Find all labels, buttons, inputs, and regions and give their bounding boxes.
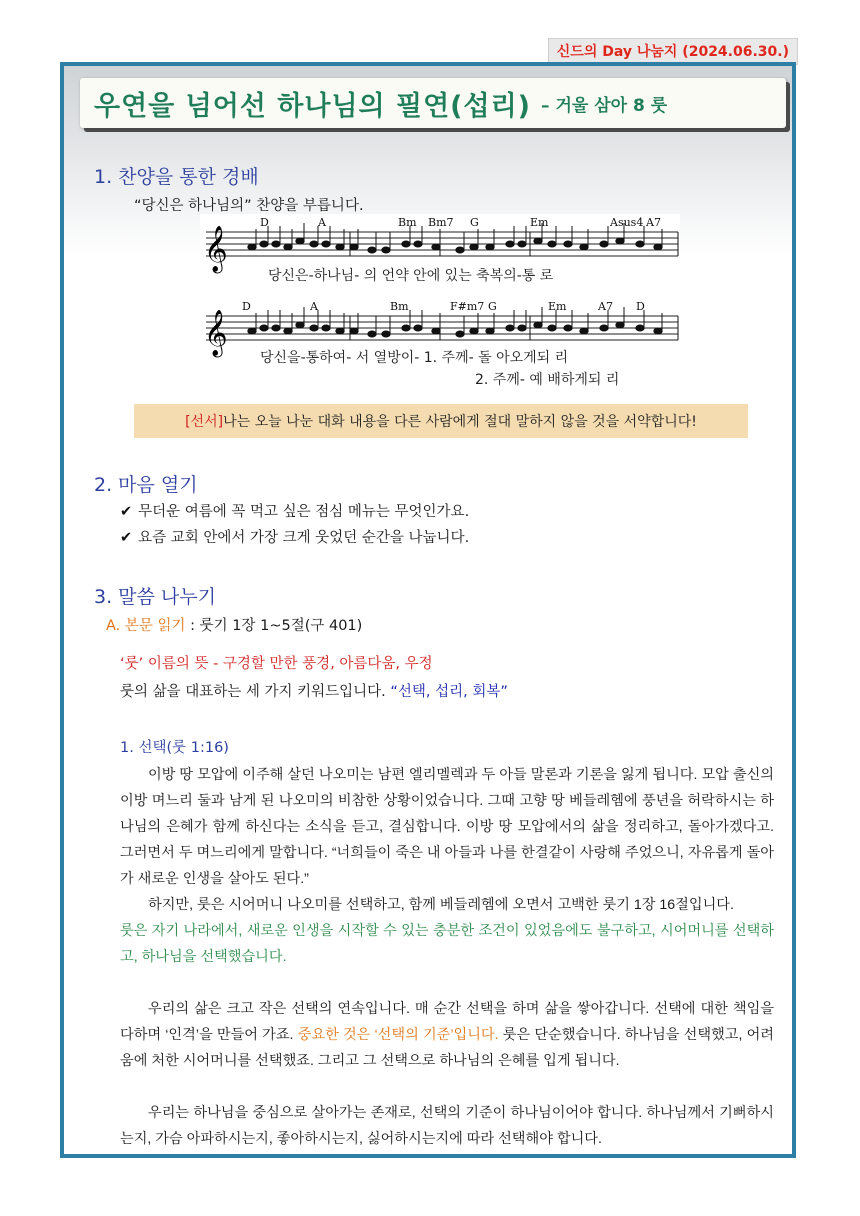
note-head	[382, 331, 390, 337]
note-head	[616, 238, 624, 244]
note-head	[248, 328, 256, 334]
note-head	[402, 325, 410, 331]
paragraph: 이방 땅 모압에 이주해 살던 나오미는 남편 엘리멜렉과 두 아들 말론과 기론을 잃게 됩니다. 모압 출신의 이방 며느리 둘과 남게 된 나오미의 비참한 상황이었습니다. 그때 고향 땅 베들레헴에 풍년을 허락하시는 하나님의 은혜가 함께 하신다는 소식을 듣고, 결심합니다. 이방 땅 모압에서의 삶을 정리하고, 돌아가겠다고. 그러면서 두 며느리에게 말합니다. “너희들이 죽은 내 아들과 나를 한결같이 사랑해 주었으니, 자유롭게 돌아가 새로운 인생을 살아도 된다.”	[120, 767, 774, 887]
emphasis-text: 중요한 것은 ‘선택의 기준’입니다.	[297, 1027, 499, 1043]
page-subtitle: – 거울 삼아 8 룻	[541, 95, 668, 116]
page-title: 우연을 넘어선 하나님의 필연(섭리)	[94, 90, 532, 122]
note-head	[654, 328, 662, 334]
note-head	[470, 328, 478, 334]
note-head	[248, 244, 256, 250]
note-head	[636, 241, 644, 247]
chord-label: A7	[646, 216, 661, 229]
note-head	[414, 241, 422, 247]
note-head	[260, 325, 268, 331]
note-head	[322, 325, 330, 331]
chord-label: D	[242, 300, 251, 313]
note-head	[260, 241, 268, 247]
chord-label: A	[318, 216, 326, 229]
note-head	[548, 325, 556, 331]
note-head	[456, 247, 464, 253]
note-head	[654, 244, 662, 250]
treble-clef-icon: 𝄞	[204, 226, 228, 272]
note-head	[368, 331, 376, 337]
name-meaning: ‘룻’ 이름의 뜻 - 구경할 만한 풍경, 아름다움, 우정	[120, 656, 433, 672]
note-head	[616, 322, 624, 328]
note-head	[534, 238, 542, 244]
note-head	[284, 244, 292, 250]
note-head	[272, 325, 280, 331]
hymn-line: “당신은 하나님의” 찬양을 부릅니다.	[134, 198, 364, 214]
pledge-label: [선서]	[185, 414, 224, 430]
note-head	[580, 328, 588, 334]
note-head	[432, 328, 440, 334]
page-frame	[60, 62, 796, 1158]
note-head	[402, 241, 410, 247]
note-head	[368, 247, 376, 253]
staff-row-1	[204, 223, 678, 274]
reading-line	[106, 614, 362, 635]
note-head	[310, 325, 318, 331]
lyrics-row-1: 당신은-하나님- 의 언약 안에 있는 축복의-통 로	[268, 268, 554, 284]
note-head	[284, 328, 292, 334]
note-head	[564, 241, 572, 247]
paragraph: 우리의 삶은 크고 작은 선택의 연속입니다. 매 순간 선택을 하며 삶을 쌓아갑니다. 선택에 대한 책임을 다하며 ‘인격’을 만들어 가죠. 중요한 것은 ‘선택의 기준’입니다. 룻은 단순했습니다. 하나님을 선택했고, 어려움에 처한 시어머니를 선택했죠. 그리고 그 선택으로 하나님의 은혜를 입게 됩니다.	[120, 1001, 774, 1069]
note-head	[548, 241, 556, 247]
list-item: ✔ 무더운 여름에 꼭 먹고 싶은 점심 메뉴는 무엇인가요.	[120, 504, 470, 520]
chord-label: A	[310, 300, 318, 313]
chord-label: A7	[598, 300, 613, 313]
chord-label: Bm7	[428, 216, 454, 229]
note-head	[518, 241, 526, 247]
note-head	[486, 244, 494, 250]
section3-heading: 3. 말씀 나누기	[94, 586, 216, 608]
list-item: ✔ 요즘 교회 안에서 가장 크게 웃었던 순간을 나눕니다.	[120, 530, 470, 546]
chord-label: G	[470, 216, 479, 229]
note-head	[470, 244, 478, 250]
section1-heading: 1. 찬양을 통한 경배	[94, 166, 259, 188]
keywords-line: 룻의 삶을 대표하는 세 가지 키워드입니다. “선택, 섭리, 회복”	[120, 684, 508, 700]
section2-heading: 2. 마음 열기	[94, 474, 198, 496]
body-text	[120, 762, 774, 1152]
note-head	[486, 328, 494, 334]
note-head	[506, 241, 514, 247]
pledge-box	[134, 404, 748, 438]
chord-label: Bm	[398, 216, 417, 229]
chord-label: Em	[548, 300, 567, 313]
reading-ref: : 룻기 1장 1~5절(구 401)	[185, 618, 363, 634]
note-head	[296, 238, 304, 244]
note-head	[322, 241, 330, 247]
note-head	[506, 325, 514, 331]
reading-label: A. 본문 읽기	[106, 618, 186, 634]
note-head	[580, 244, 588, 250]
lyrics-row-2: 당신을-통하여- 서 열방이- 1. 주께- 돌 아오게되 리	[260, 350, 569, 366]
lyrics-row-3: 2. 주께- 예 배하게되 리	[475, 372, 620, 388]
note-head	[600, 241, 608, 247]
note-head	[382, 247, 390, 253]
note-head	[310, 241, 318, 247]
note-head	[636, 325, 644, 331]
treble-clef-icon: 𝄞	[204, 310, 228, 356]
paragraph-highlight: 룻은 자기 나라에서, 새로운 인생을 시작할 수 있는 충분한 조건이 있었음에도 불구하고, 시어머니를 선택하고, 하나님을 선택했습니다.	[120, 923, 774, 965]
note-head	[336, 328, 344, 334]
date-badge: 신드의 Day 나눔지 (2024.06.30.)	[548, 38, 798, 65]
note-head	[272, 241, 280, 247]
note-head	[432, 244, 440, 250]
chord-label: D	[636, 300, 645, 313]
subsection-heading: 1. 선택(룻 1:16)	[120, 740, 229, 756]
check-icon: ✔	[120, 504, 133, 520]
paragraph: 우리는 하나님을 중심으로 살아가는 존재로, 선택의 기준이 하나님이어야 합니다. 하나님께서 기뻐하시는지, 가슴 아파하시는지, 좋아하시는지, 싫어하시는지에 따라 선택해야 합니다.	[120, 1105, 774, 1147]
sheet-music	[200, 214, 680, 396]
note-head	[350, 328, 358, 334]
paragraph: 하지만, 룻은 시어머니 나오미를 선택하고, 함께 베들레헴에 오면서 고백한 룻기 1장 16절입니다.	[148, 897, 734, 913]
note-head	[336, 244, 344, 250]
chord-label: Bm	[390, 300, 409, 313]
note-head	[414, 325, 422, 331]
pledge-text: 나는 오늘 나눈 대화 내용을 다른 사람에게 절대 말하지 않을 것을 서약합니다!	[223, 414, 697, 430]
chord-label: Asus4	[610, 216, 644, 229]
note-head	[564, 325, 572, 331]
keywords: “선택, 섭리, 회복”	[390, 684, 508, 700]
note-head	[600, 325, 608, 331]
chord-label: Em	[530, 216, 549, 229]
note-head	[518, 325, 526, 331]
check-icon: ✔	[120, 530, 133, 546]
chord-label: G	[488, 300, 497, 313]
chord-label: F#m7	[450, 300, 485, 313]
note-head	[534, 322, 542, 328]
note-head	[350, 244, 358, 250]
chord-label: D	[260, 216, 269, 229]
title-box	[80, 78, 786, 128]
note-head	[296, 322, 304, 328]
note-head	[456, 331, 464, 337]
